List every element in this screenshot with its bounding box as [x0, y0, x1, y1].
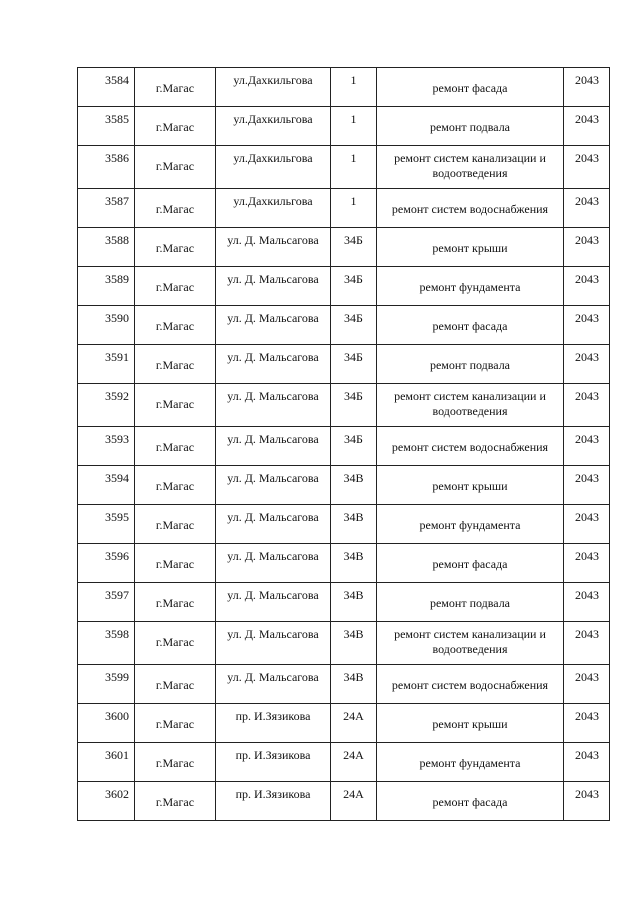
work-type: ремонт фасада — [432, 319, 508, 333]
city-cell — [135, 384, 216, 427]
city-cell — [135, 345, 216, 384]
street: ул.Дахкильгова — [233, 194, 313, 208]
work-type-cell — [377, 107, 564, 146]
street: ул. Д. Мальсагова — [227, 350, 319, 364]
year: 2043 — [575, 151, 599, 165]
work-type: ремонт систем канализации и водоотведения — [394, 151, 546, 180]
city-cell — [135, 665, 216, 704]
city-cell — [135, 505, 216, 544]
city-cell — [135, 427, 216, 466]
city: г.Магас — [155, 678, 195, 692]
year-cell — [564, 544, 610, 583]
year-cell — [564, 267, 610, 306]
work-type: ремонт крыши — [432, 241, 508, 255]
street-cell — [216, 345, 331, 384]
work-type-cell — [377, 544, 564, 583]
work-type: ремонт фасада — [432, 557, 508, 571]
house-number: 34В — [343, 471, 364, 485]
street: ул.Дахкильгова — [233, 151, 313, 165]
work-type-cell — [377, 427, 564, 466]
city: г.Магас — [155, 795, 195, 809]
street: ул. Д. Мальсагова — [227, 471, 319, 485]
row-number-cell — [78, 189, 135, 228]
work-type-cell — [377, 345, 564, 384]
house-cell — [331, 267, 377, 306]
row-number-cell — [78, 68, 135, 107]
row-number-cell — [78, 583, 135, 622]
table-row — [78, 505, 610, 544]
city: г.Магас — [155, 440, 195, 454]
house-cell — [331, 427, 377, 466]
table-row — [78, 782, 610, 821]
row-number: 3601 — [105, 748, 129, 762]
street: пр. И.Зязикова — [235, 787, 311, 801]
street: ул. Д. Мальсагова — [227, 588, 319, 602]
street: ул. Д. Мальсагова — [227, 311, 319, 325]
year-cell — [564, 189, 610, 228]
city: г.Магас — [155, 397, 195, 411]
year: 2043 — [575, 272, 599, 286]
year: 2043 — [575, 471, 599, 485]
repair-schedule-table — [77, 67, 610, 821]
house-number: 34Б — [344, 272, 363, 286]
year-cell — [564, 228, 610, 267]
city: г.Магас — [155, 756, 195, 770]
year: 2043 — [575, 311, 599, 325]
year: 2043 — [575, 627, 599, 641]
row-number: 3589 — [105, 272, 129, 286]
house-cell — [331, 306, 377, 345]
house-cell — [331, 146, 377, 189]
year-cell — [564, 306, 610, 345]
year: 2043 — [575, 709, 599, 723]
table-row — [78, 189, 610, 228]
street-cell — [216, 583, 331, 622]
work-type: ремонт подвала — [429, 358, 511, 372]
work-type: ремонт фундамента — [419, 518, 521, 532]
street-cell — [216, 189, 331, 228]
table-row — [78, 427, 610, 466]
work-type: ремонт фундамента — [419, 756, 521, 770]
city: г.Магас — [155, 596, 195, 610]
house-number: 34Б — [344, 350, 363, 364]
city-cell — [135, 267, 216, 306]
table-row — [78, 267, 610, 306]
row-number-cell — [78, 665, 135, 704]
work-type: ремонт систем канализации и водоотведения — [394, 627, 546, 656]
row-number-cell — [78, 704, 135, 743]
work-type-cell — [377, 665, 564, 704]
year-cell — [564, 782, 610, 821]
city: г.Магас — [155, 358, 195, 372]
house-cell — [331, 107, 377, 146]
street-cell — [216, 267, 331, 306]
row-number: 3602 — [105, 787, 129, 801]
year-cell — [564, 665, 610, 704]
year-cell — [564, 466, 610, 505]
street: пр. И.Зязикова — [235, 748, 311, 762]
work-type-cell — [377, 68, 564, 107]
year: 2043 — [575, 233, 599, 247]
table-row — [78, 583, 610, 622]
house-number: 34В — [343, 627, 364, 641]
row-number-cell — [78, 384, 135, 427]
street-cell — [216, 107, 331, 146]
house-number: 24А — [343, 748, 364, 762]
street-cell — [216, 306, 331, 345]
city-cell — [135, 306, 216, 345]
year-cell — [564, 583, 610, 622]
table-row — [78, 466, 610, 505]
row-number: 3585 — [105, 112, 129, 126]
row-number-cell — [78, 306, 135, 345]
row-number-cell — [78, 345, 135, 384]
house-number: 34В — [343, 588, 364, 602]
street-cell — [216, 68, 331, 107]
street-cell — [216, 665, 331, 704]
street-cell — [216, 505, 331, 544]
house-cell — [331, 189, 377, 228]
work-type: ремонт подвала — [429, 596, 511, 610]
street: ул.Дахкильгова — [233, 112, 313, 126]
row-number-cell — [78, 505, 135, 544]
row-number-cell — [78, 427, 135, 466]
city-cell — [135, 743, 216, 782]
row-number: 3584 — [105, 73, 129, 87]
house-number: 1 — [350, 112, 357, 126]
street: ул. Д. Мальсагова — [227, 389, 319, 403]
table-row — [78, 544, 610, 583]
city: г.Магас — [155, 81, 195, 95]
street-cell — [216, 704, 331, 743]
house-cell — [331, 505, 377, 544]
street-cell — [216, 228, 331, 267]
house-number: 1 — [350, 194, 357, 208]
street-cell — [216, 427, 331, 466]
year: 2043 — [575, 588, 599, 602]
city-cell — [135, 107, 216, 146]
work-type: ремонт фасада — [432, 795, 508, 809]
row-number: 3593 — [105, 432, 129, 446]
work-type-cell — [377, 228, 564, 267]
year: 2043 — [575, 787, 599, 801]
work-type-cell — [377, 583, 564, 622]
work-type-cell — [377, 704, 564, 743]
city: г.Магас — [155, 479, 195, 493]
work-type-cell — [377, 743, 564, 782]
row-number: 3594 — [105, 471, 129, 485]
city-cell — [135, 622, 216, 665]
street: ул. Д. Мальсагова — [227, 510, 319, 524]
street-cell — [216, 384, 331, 427]
street-cell — [216, 146, 331, 189]
city: г.Магас — [155, 159, 195, 173]
year: 2043 — [575, 389, 599, 403]
year-cell — [564, 743, 610, 782]
table-row — [78, 345, 610, 384]
work-type: ремонт систем водоснабжения — [391, 202, 549, 216]
house-cell — [331, 622, 377, 665]
city: г.Магас — [155, 319, 195, 333]
row-number-cell — [78, 267, 135, 306]
house-cell — [331, 743, 377, 782]
year: 2043 — [575, 432, 599, 446]
work-type: ремонт крыши — [432, 717, 508, 731]
street: ул. Д. Мальсагова — [227, 549, 319, 563]
year: 2043 — [575, 510, 599, 524]
row-number-cell — [78, 228, 135, 267]
row-number: 3588 — [105, 233, 129, 247]
city: г.Магас — [155, 518, 195, 532]
work-type-cell — [377, 782, 564, 821]
row-number: 3590 — [105, 311, 129, 325]
house-number: 34Б — [344, 233, 363, 247]
year-cell — [564, 68, 610, 107]
work-type-cell — [377, 267, 564, 306]
street: ул. Д. Мальсагова — [227, 432, 319, 446]
house-cell — [331, 583, 377, 622]
work-type: ремонт систем водоснабжения — [391, 678, 549, 692]
year-cell — [564, 107, 610, 146]
city-cell — [135, 228, 216, 267]
house-number: 24А — [343, 709, 364, 723]
house-cell — [331, 782, 377, 821]
year-cell — [564, 427, 610, 466]
row-number: 3595 — [105, 510, 129, 524]
house-cell — [331, 704, 377, 743]
work-type-cell — [377, 505, 564, 544]
row-number: 3587 — [105, 194, 129, 208]
table-row — [78, 665, 610, 704]
work-type-cell — [377, 146, 564, 189]
row-number: 3592 — [105, 389, 129, 403]
street-cell — [216, 743, 331, 782]
work-type: ремонт крыши — [432, 479, 508, 493]
house-number: 34Б — [344, 389, 363, 403]
street-cell — [216, 466, 331, 505]
table-body — [78, 68, 610, 821]
year: 2043 — [575, 670, 599, 684]
city: г.Магас — [155, 557, 195, 571]
house-cell — [331, 228, 377, 267]
table-row — [78, 306, 610, 345]
row-number: 3591 — [105, 350, 129, 364]
year: 2043 — [575, 73, 599, 87]
work-type: ремонт систем водоснабжения — [391, 440, 549, 454]
city: г.Магас — [155, 241, 195, 255]
street-cell — [216, 544, 331, 583]
street: ул. Д. Мальсагова — [227, 670, 319, 684]
house-number: 24А — [343, 787, 364, 801]
year-cell — [564, 384, 610, 427]
city: г.Магас — [155, 120, 195, 134]
street: ул. Д. Мальсагова — [227, 233, 319, 247]
row-number-cell — [78, 146, 135, 189]
row-number-cell — [78, 622, 135, 665]
work-type: ремонт фасада — [432, 81, 508, 95]
house-cell — [331, 665, 377, 704]
table-row — [78, 622, 610, 665]
year: 2043 — [575, 112, 599, 126]
work-type-cell — [377, 466, 564, 505]
row-number: 3586 — [105, 151, 129, 165]
row-number-cell — [78, 782, 135, 821]
row-number: 3597 — [105, 588, 129, 602]
table-row — [78, 743, 610, 782]
table-row — [78, 228, 610, 267]
house-cell — [331, 345, 377, 384]
work-type-cell — [377, 384, 564, 427]
house-number: 34В — [343, 510, 364, 524]
city: г.Магас — [155, 280, 195, 294]
city-cell — [135, 583, 216, 622]
city-cell — [135, 146, 216, 189]
work-type: ремонт фундамента — [419, 280, 521, 294]
year-cell — [564, 505, 610, 544]
year-cell — [564, 622, 610, 665]
street: ул. Д. Мальсагова — [227, 627, 319, 641]
year-cell — [564, 704, 610, 743]
work-type-cell — [377, 622, 564, 665]
work-type: ремонт подвала — [429, 120, 511, 134]
city: г.Магас — [155, 717, 195, 731]
table-row — [78, 146, 610, 189]
city-cell — [135, 544, 216, 583]
house-cell — [331, 544, 377, 583]
city-cell — [135, 68, 216, 107]
street: ул. Д. Мальсагова — [227, 272, 319, 286]
year-cell — [564, 146, 610, 189]
year-cell — [564, 345, 610, 384]
house-number: 1 — [350, 73, 357, 87]
work-type: ремонт систем канализации и водоотведения — [394, 389, 546, 418]
year: 2043 — [575, 194, 599, 208]
city: г.Магас — [155, 635, 195, 649]
table-row — [78, 384, 610, 427]
city-cell — [135, 704, 216, 743]
row-number: 3596 — [105, 549, 129, 563]
year: 2043 — [575, 549, 599, 563]
row-number: 3599 — [105, 670, 129, 684]
house-number: 34Б — [344, 432, 363, 446]
city-cell — [135, 466, 216, 505]
house-cell — [331, 68, 377, 107]
street: ул.Дахкильгова — [233, 73, 313, 87]
work-type-cell — [377, 189, 564, 228]
work-type-cell — [377, 306, 564, 345]
row-number-cell — [78, 544, 135, 583]
table-row — [78, 704, 610, 743]
year: 2043 — [575, 748, 599, 762]
row-number-cell — [78, 466, 135, 505]
row-number: 3600 — [105, 709, 129, 723]
street: пр. И.Зязикова — [235, 709, 311, 723]
table-row — [78, 68, 610, 107]
house-number: 34Б — [344, 311, 363, 325]
house-cell — [331, 466, 377, 505]
row-number-cell — [78, 107, 135, 146]
city-cell — [135, 782, 216, 821]
city-cell — [135, 189, 216, 228]
row-number-cell — [78, 743, 135, 782]
house-number: 34В — [343, 549, 364, 563]
house-cell — [331, 384, 377, 427]
row-number: 3598 — [105, 627, 129, 641]
house-number: 34В — [343, 670, 364, 684]
street-cell — [216, 622, 331, 665]
house-number: 1 — [350, 151, 357, 165]
year: 2043 — [575, 350, 599, 364]
city: г.Магас — [155, 202, 195, 216]
street-cell — [216, 782, 331, 821]
table-row — [78, 107, 610, 146]
